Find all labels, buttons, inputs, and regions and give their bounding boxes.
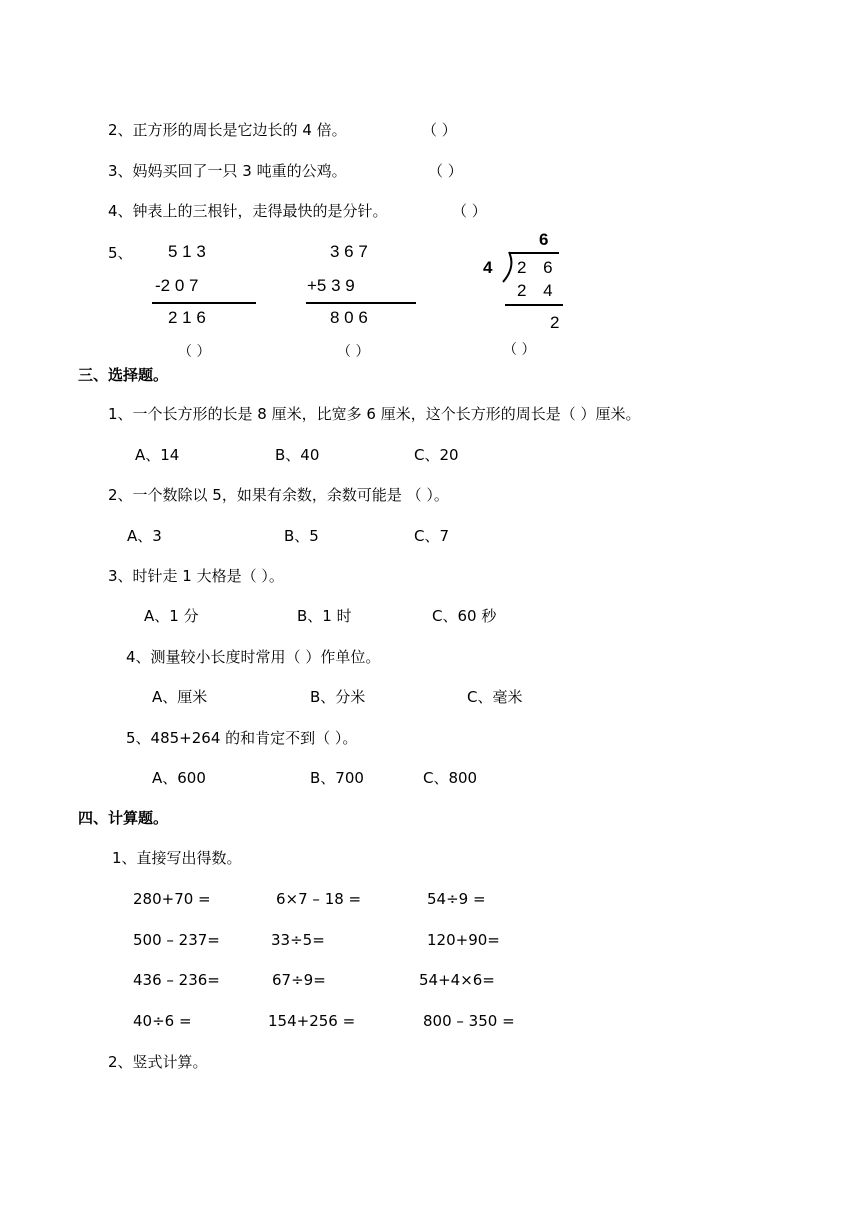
division-bar <box>509 252 559 254</box>
division-product: 2 4 <box>517 281 559 300</box>
choice-q4-option-a[interactable]: A、厘米 <box>152 688 208 706</box>
calc2-top-digits: 3 6 7 <box>330 242 368 261</box>
choice-q4-option-c[interactable]: C、毫米 <box>467 688 523 706</box>
choice-q5-option-c[interactable]: C、800 <box>423 769 478 787</box>
judge-q2: 2、正方形的周长是它边长的 4 倍。 <box>108 121 347 139</box>
division-rule <box>505 304 563 306</box>
judge-q4: 4、钟表上的三根针，走得最快的是分针。 <box>108 202 388 220</box>
choice-q2: 2、一个数除以 5，如果有余数，余数可能是 （ ）。 <box>108 486 449 504</box>
compute-expression: 154+256 = <box>268 1012 356 1030</box>
choice-q1: 1、一个长方形的长是 8 厘米，比宽多 6 厘米，这个长方形的周长是（ ）厘米。 <box>108 405 641 423</box>
judge-q3: 3、妈妈买回了一只 3 吨重的公鸡。 <box>108 162 347 180</box>
compute-expression: 54+4×6= <box>419 971 495 989</box>
choice-q2-option-c[interactable]: C、7 <box>414 527 450 545</box>
calc2-middle-digits: +5 3 9 <box>307 276 355 295</box>
division-quotient: 6 <box>539 230 549 249</box>
calc1-rule <box>152 302 256 304</box>
division-divisor: 4 <box>483 258 493 277</box>
compute-expression: 436 – 236= <box>133 971 220 989</box>
compute-expression: 280+70 = <box>133 890 211 908</box>
calc3-answer-paren[interactable]: （ ） <box>503 342 536 358</box>
division-dividend: 2 6 <box>517 258 559 277</box>
division-bracket-icon <box>500 251 516 283</box>
judge-q4-answer-paren[interactable]: （ ） <box>452 202 487 220</box>
choice-q1-option-b[interactable]: B、40 <box>275 446 320 464</box>
compute-expression: 33÷5= <box>271 931 325 949</box>
choice-q3-option-b[interactable]: B、1 时 <box>297 607 352 625</box>
calc1-answer-paren[interactable]: （ ） <box>178 344 211 360</box>
choice-q3: 3、时针走 1 大格是（ ）。 <box>108 567 284 585</box>
choice-q1-option-c[interactable]: C、20 <box>414 446 459 464</box>
choice-q5-option-a[interactable]: A、600 <box>152 769 206 787</box>
choice-q2-option-a[interactable]: A、3 <box>127 527 162 545</box>
choice-q2-option-b[interactable]: B、5 <box>284 527 319 545</box>
judge-q3-answer-paren[interactable]: （ ） <box>428 162 463 180</box>
choice-q5-option-b[interactable]: B、700 <box>310 769 364 787</box>
section-title-compute: 四、计算题。 <box>78 809 169 827</box>
choice-q1-option-a[interactable]: A、14 <box>135 446 180 464</box>
calc1-top-digits: 5 1 3 <box>168 242 206 261</box>
compute-expression: 120+90= <box>427 931 500 949</box>
compute-sub1-title: 1、直接写出得数。 <box>112 849 242 867</box>
choice-q3-option-c[interactable]: C、60 秒 <box>432 607 497 625</box>
calc2-result-digits: 8 0 6 <box>330 308 368 327</box>
choice-q4: 4、测量较小长度时常用（ ）作单位。 <box>126 648 381 666</box>
compute-expression: 67÷9= <box>272 971 326 989</box>
choice-q3-option-a[interactable]: A、1 分 <box>144 607 199 625</box>
choice-q5: 5、485+264 的和肯定不到（ ）。 <box>126 729 358 747</box>
compute-sub2-title: 2、竖式计算。 <box>108 1053 208 1071</box>
compute-expression: 800 – 350 = <box>423 1012 515 1030</box>
compute-expression: 6×7 – 18 = <box>276 890 362 908</box>
choice-q4-option-b[interactable]: B、分米 <box>310 688 366 706</box>
section-title-choice: 三、选择题。 <box>78 366 169 384</box>
compute-expression: 54÷9 = <box>427 890 486 908</box>
judge-q5-label: 5、 <box>108 244 133 262</box>
calc1-middle-digits: -2 0 7 <box>155 276 199 295</box>
judge-q2-answer-paren[interactable]: （ ） <box>422 121 457 139</box>
calc2-answer-paren[interactable]: （ ） <box>337 344 370 360</box>
calc2-rule <box>306 302 416 304</box>
compute-expression: 40÷6 = <box>133 1012 192 1030</box>
compute-expression: 500 – 237= <box>133 931 220 949</box>
calc1-result-digits: 2 1 6 <box>168 308 206 327</box>
division-remainder: 2 <box>550 313 560 332</box>
